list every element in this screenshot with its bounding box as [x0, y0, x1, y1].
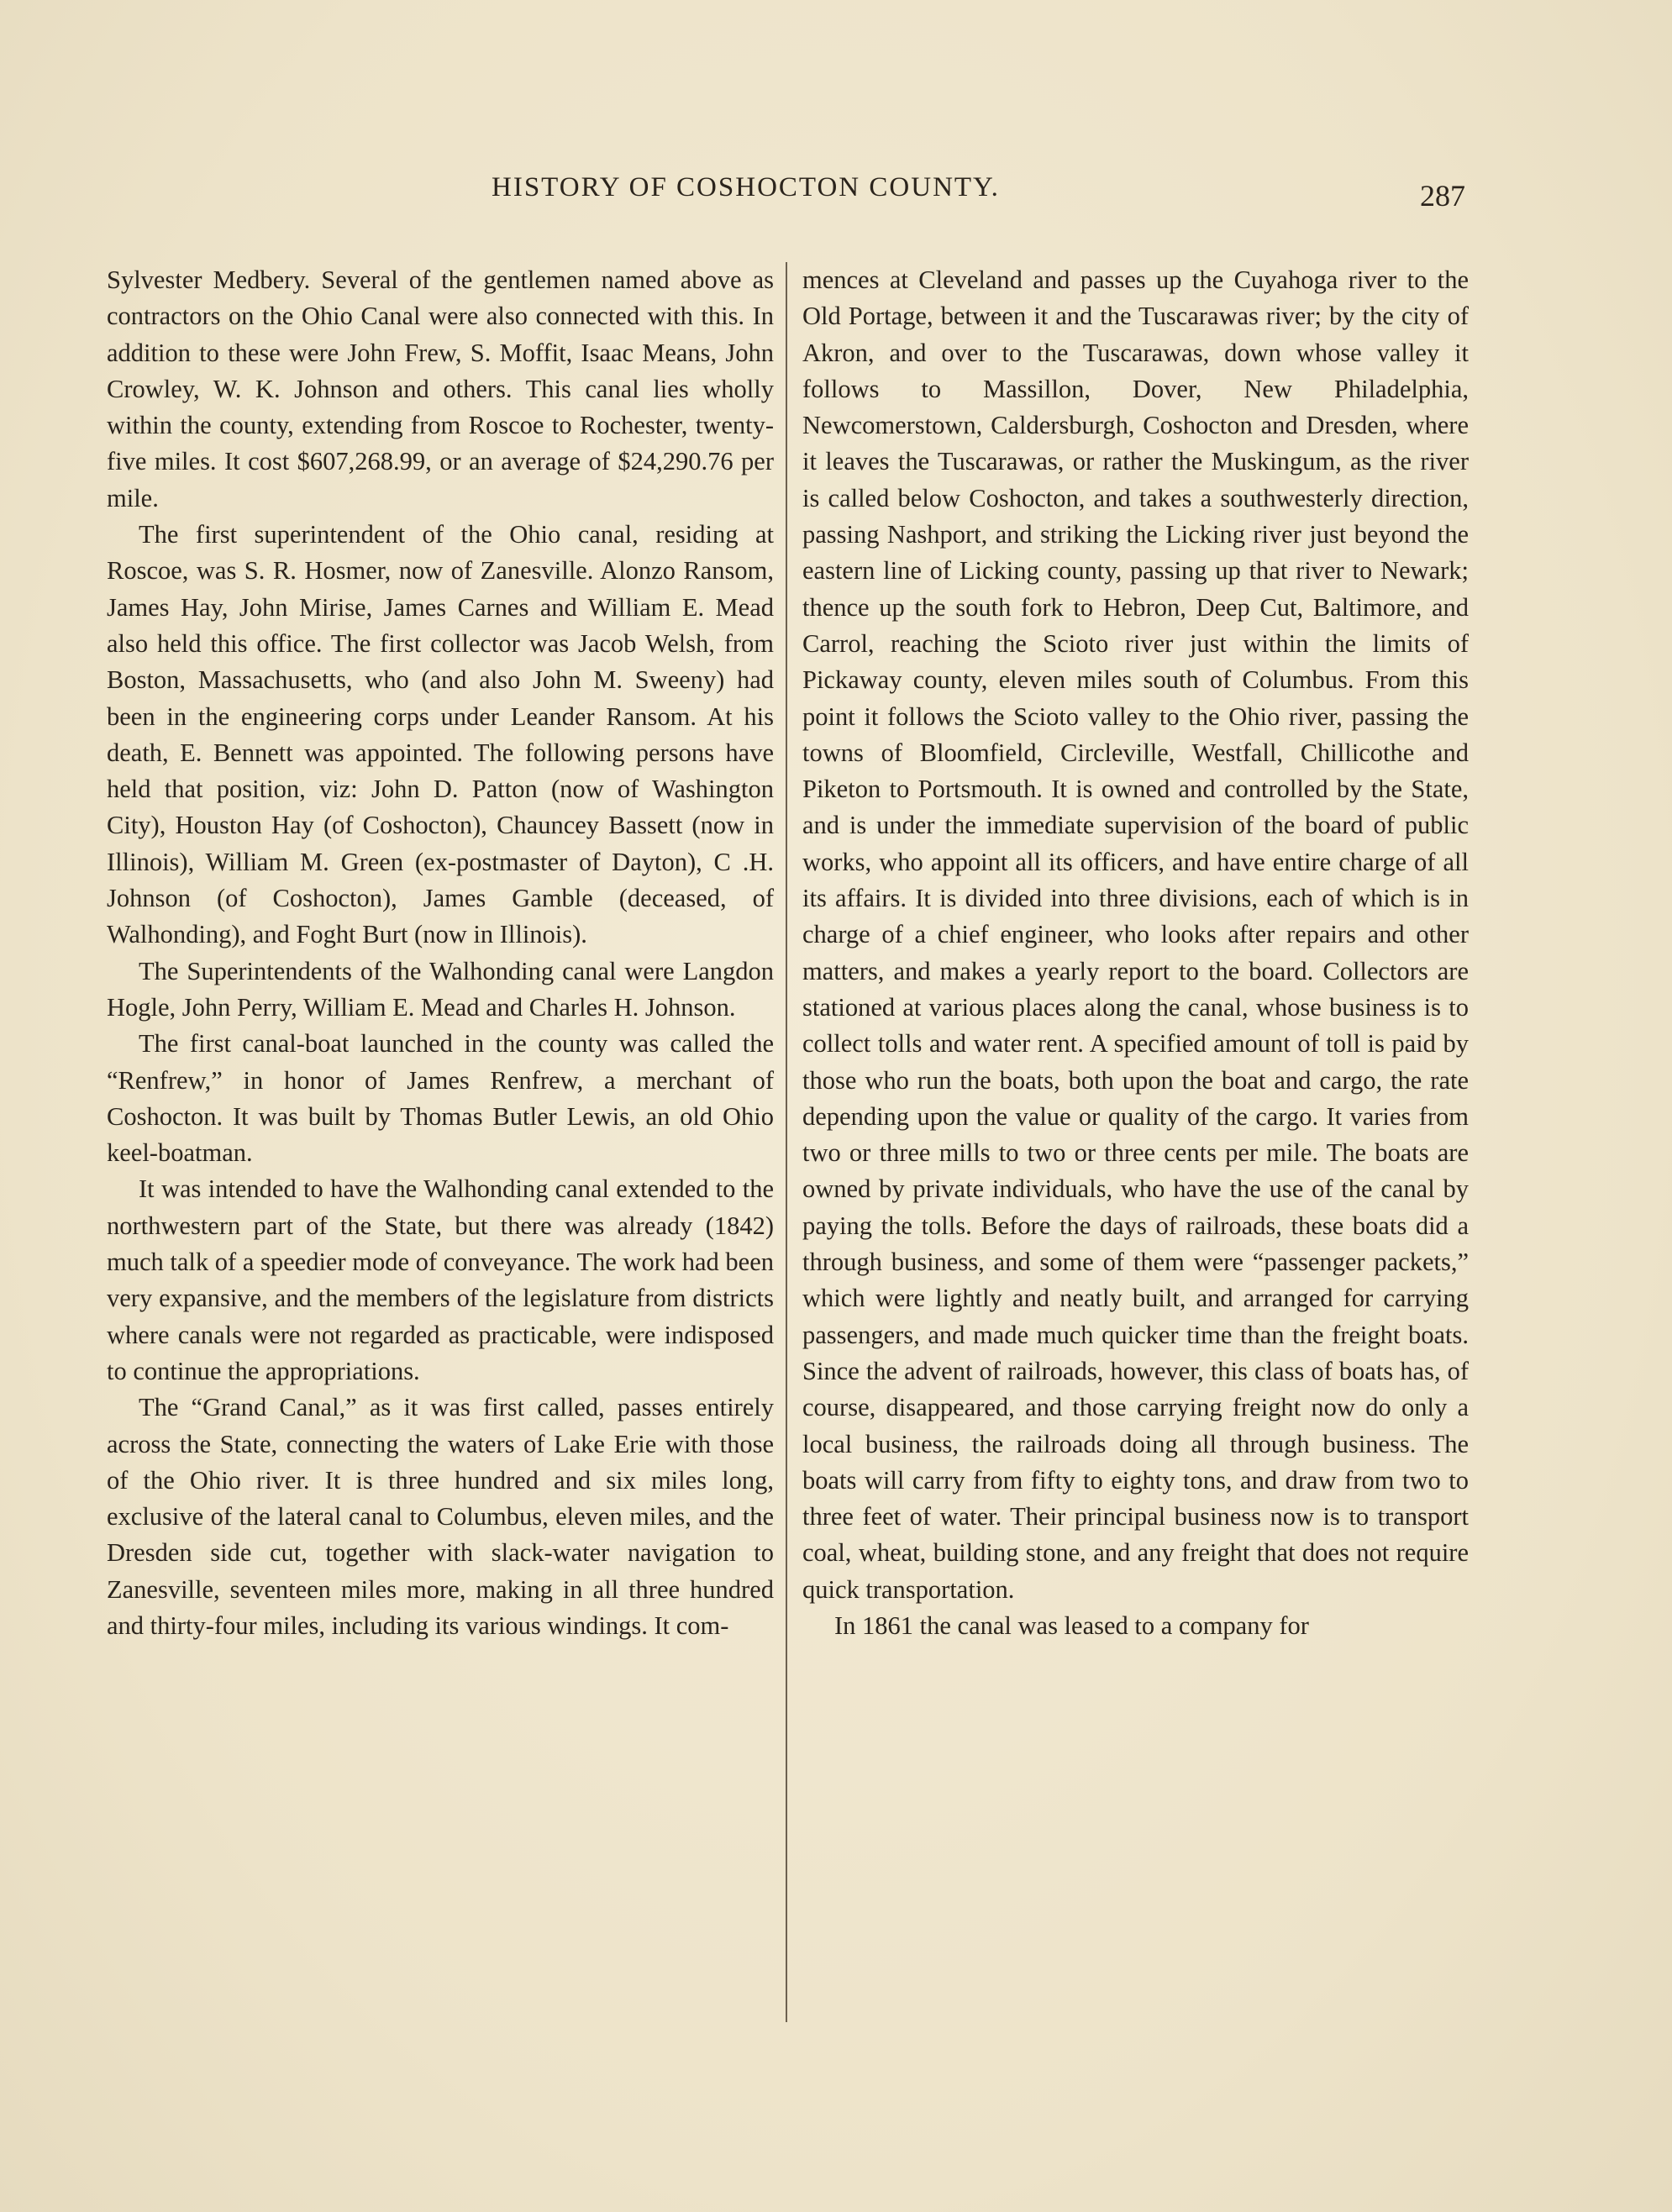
paragraph: In 1861 the canal was leased to a company for	[834, 1610, 1309, 1640]
column-divider	[786, 262, 787, 2022]
paragraph: It was intended to have the Walhonding canal extended to the northwestern part of the State, but there was already (1842) much talk of a speedier mode of conveyance. The work had been very expansive, and the members of the legislature from districts where canals were not regarded as practicable, were indisposed to continue the appropriations.	[107, 1174, 774, 1385]
running-title: HISTORY OF COSHOCTON COUNTY.	[492, 172, 1000, 202]
right-column	[802, 262, 1469, 1644]
paragraph: mences at Cleveland and passes up the Cuyahoga river to the Old Portage, between it and the Tuscarawas river; by the city of Akron, and over to the Tuscarawas, down whose valley it follows to Massillon, Dover, New Philadelphia, Newcomerstown, Caldersburgh, Coshocton and Dresden, where it leaves the Tuscarawas, or rather the Muskingum, as the river is called below Coshocton, and takes a southwesterly direction, passing Nashport, and striking the Licking river just beyond the eastern line of Licking county, passing up that river to Newark; thence up the south fork to Hebron, Deep Cut, Baltimore, and Carrol, reaching the Scioto river just within the limits of Pickaway county, eleven miles south of Columbus. From this point it follows the Scioto valley to the Ohio river, passing the towns of Bloomfield, Circleville, Westfall, Chillicothe and Piketon to Portsmouth. It is owned and controlled by the State, and is under the immediate supervision of the board of public works, who appoint all its officers, and have entire charge of all its affairs. It is divided into three divisions, each of which is in charge of a chief engineer, who looks after repairs and other matters, and makes a yearly report to the board. Collectors are stationed at various places along the canal, whose business is to collect tolls and water rent. A specified amount of toll is paid by those who run the boats, both upon the boat and cargo, the rate depending upon the value or quality of the cargo. It varies from two or three mills to two or three cents per mile. The boats are owned by private individuals, who have the use of the canal by paying the tolls. Before the days of railroads, these boats did a through business, and some of them were “passenger packets,” which were lightly and neatly built, and arranged for carrying passengers, and made much quicker time than the freight boats. Since the advent of railroads, however, this class of boats has, of course, disappeared, and those carrying freight now do only a local business, the railroads doing all through business. The boats will carry from fifty to eighty tons, and draw from two to three feet of water. Their principal business now is to transport coal, wheat, building stone, and any freight that does not require quick transportation.	[802, 265, 1469, 1604]
paragraph: The “Grand Canal,” as it was first called, passes entirely across the State, connecting the waters of Lake Erie with those of the Ohio river. It is three hundred and six miles long, exclusive of the lateral canal to Columbus, eleven miles, and the Dresden side cut, together with slack-water navigation to Zanesville, seventeen miles more, making in all three hundred and thirty-four miles, including its various windings. It com-	[107, 1393, 774, 1640]
left-column	[107, 262, 774, 1644]
page-number: 287	[1420, 179, 1465, 213]
paragraph: The first canal-boat launched in the county was called the “Renfrew,” in honor of James Renfrew, a merchant of Coshocton. It was built by Thomas Butler Lewis, an old Ohio keel-boatman.	[107, 1029, 774, 1168]
paragraph: The Superintendents of the Walhonding canal were Langdon Hogle, John Perry, William E. Mead and Charles H. Johnson.	[107, 956, 774, 1022]
paragraph: The first superintendent of the Ohio canal, residing at Roscoe, was S. R. Hosmer, now of Zanesville. Alonzo Ransom, James Hay, John Mirise, James Carnes and William E. Mead also held this office. The first collector was Jacob Welsh, from Boston, Massachusetts, who (and also John M. Sweeny) had been in the engineering corps under Leander Ransom. At his death, E. Bennett was appointed. The following persons have held that position, viz: John D. Patton (now of Washington City), Houston Hay (of Coshocton), Chauncey Bassett (now in Illinois), William M. Green (ex-postmaster of Dayton), C .H. Johnson (of Coshocton), James Gamble (deceased, of Walhonding), and Foght Burt (now in Illinois).	[107, 520, 774, 949]
paragraph: Sylvester Medbery. Several of the gentlemen named above as contractors on the Ohio Canal were also connected with this. In addition to these were John Frew, S. Moffit, Isaac Means, John Crowley, W. K. Johnson and others. This canal lies wholly within the county, extending from Roscoe to Rochester, twenty-five miles. It cost $607,268.99, or an average of $24,290.76 per mile.	[107, 265, 774, 512]
